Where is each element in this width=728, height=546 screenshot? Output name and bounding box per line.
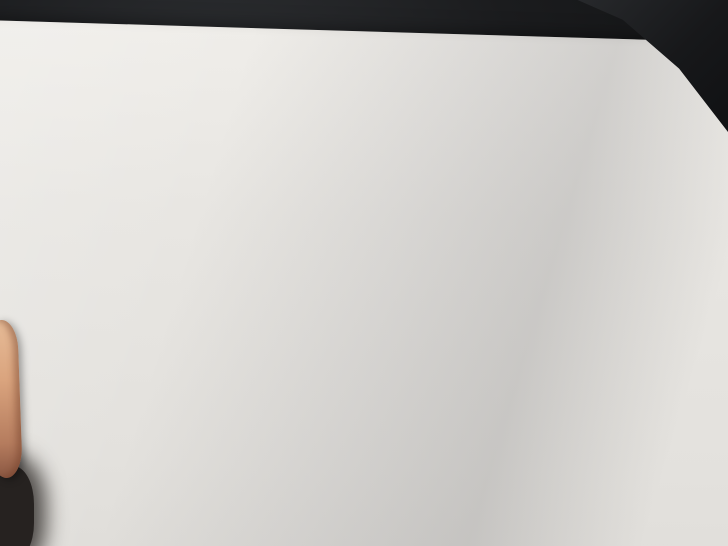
service-form-0 (27, 54, 359, 64)
lighting-sheen-overlay (0, 20, 728, 546)
service-form-1 (383, 65, 715, 75)
page-title (29, 45, 728, 67)
service-forms-row (27, 54, 728, 76)
paper-sheet (0, 20, 728, 546)
